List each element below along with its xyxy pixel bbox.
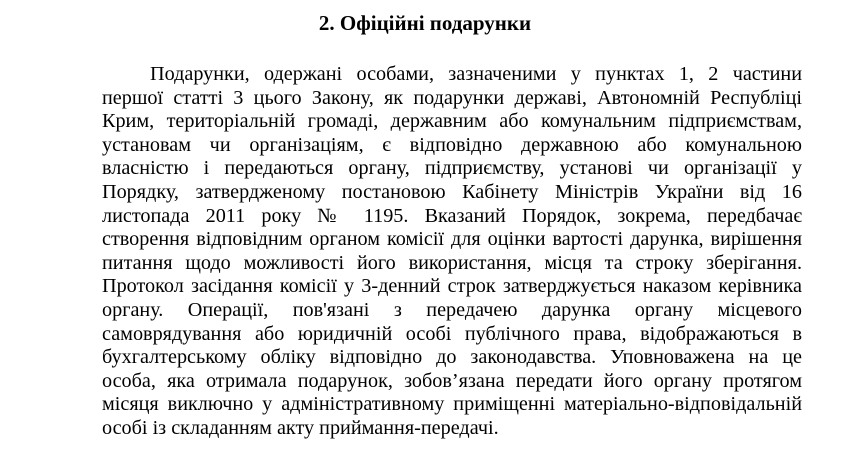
paragraph-line: Протокол засідання комісії у 3-денний строк затверджується наказом керівника bbox=[102, 275, 802, 298]
paragraph-line: особі із складанням акту приймання-передачі. bbox=[102, 416, 499, 439]
paragraph-line: Порядку, затвердженому постановою Кабінету Міністрів України від 16 bbox=[102, 180, 802, 203]
paragraph-line: створення відповідним органом комісії для оцінки вартості дарунка, вирішення bbox=[102, 228, 802, 251]
paragraph-line: місяця виключно у адміністративному приміщенні матеріально-відповідальній bbox=[102, 393, 802, 416]
section-heading: 2. Офіційні подарунки bbox=[318, 11, 532, 35]
paragraph-line: першої статті 3 цього Закону, як подарунки державі, Автономній Республіці bbox=[102, 86, 802, 109]
paragraph-line: Подарунки, одержані особами, зазначеними у пунктах 1, 2 частини bbox=[150, 63, 802, 85]
paragraph-line: бухгалтерському обліку відповідно до законодавства. Уповноважена на це bbox=[102, 346, 802, 369]
paragraph-line: власністю і передаються органу, підприємству, установі чи організації у bbox=[102, 157, 802, 180]
paragraph-line: питання щодо можливості його використання, місця та строку зберігання. bbox=[102, 251, 802, 274]
paragraph-line: особа, яка отримала подарунок, зобов’язана передати його органу протягом bbox=[102, 369, 802, 392]
paragraph bbox=[102, 63, 802, 441]
paragraph-line: органу. Операції, пов'язані з передачею дарунка органу місцевого bbox=[102, 298, 802, 321]
paragraph-line: Крим, територіальній громаді, державним або комунальним підприємствам, bbox=[102, 110, 802, 133]
paragraph-line: листопада 2011 року № 1195. Вказаний Порядок, зокрема, передбачає bbox=[102, 204, 802, 227]
paragraph-line: самоврядування або юридичній особі публічного права, відображаються в bbox=[102, 322, 802, 345]
paragraph-line: установам чи організаціям, є відповідно державною або комунальною bbox=[102, 133, 802, 156]
